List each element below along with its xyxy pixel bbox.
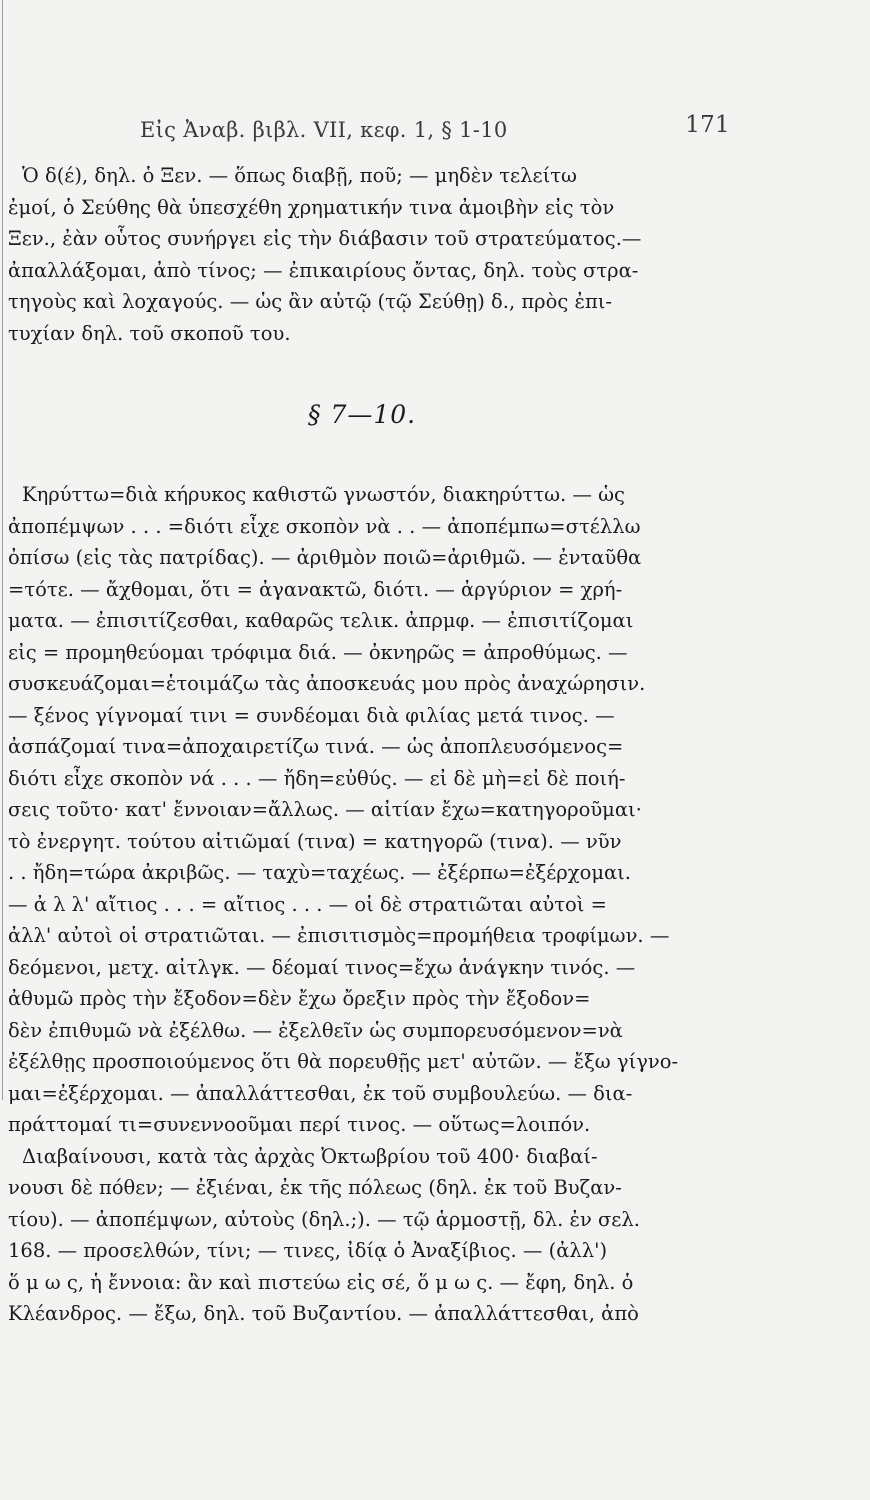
- text-line: τυχίαν δηλ. τοῦ σκοποῦ του.: [8, 321, 291, 345]
- text-line: — ἀ λ λ' αἴτιος . . . = αἴτιος . . . — οἱ δὲ στρατιῶται αὐτοὶ =: [8, 892, 607, 916]
- text-line: ἀλλ' αὐτοὶ οἱ στρατιῶται. — ἐπισιτισμὸς=προμήθεια τροφίμων. —: [8, 924, 670, 947]
- text-line: ἐμοί, ὁ Σεύθης θὰ ὑπεσχέθη χρηματικήν τινα ἀμοιβὴν εἰς τὸν: [8, 195, 615, 219]
- text-line: ἀθυμῶ πρὸς τὴν ἔξοδον=δὲν ἔχω ὄρεξιν πρὸς τὴν ἔξοδον=: [8, 987, 591, 1010]
- text-line: τὸ ἐνεργητ. τούτου αἰτιῶμαί (τινα) = κατηγορῶ (τινα). — νῦν: [8, 829, 622, 853]
- text-line: νουσι δὲ πόθεν; — ἐξιέναι, ἐκ τῆς πόλεως (δηλ. ἐκ τοῦ Βυζαν-: [8, 1176, 622, 1199]
- text-line: διότι εἶχε σκοπὸν νά . . . — ἤδη=εὐθύς. — εἰ δὲ μὴ=εἰ δὲ ποιή-: [8, 766, 626, 790]
- paragraph-2: [8, 479, 760, 1330]
- text-line: Ὁ δ(έ), δηλ. ὁ Ξεν. — ὅπως διαβῇ, ποῦ; — μηδὲν τελείτω: [22, 164, 577, 187]
- text-line: Ξεν., ἐὰν οὗτος συνήργει εἰς τὴν διάβασιν τοῦ στρατεύματος.—: [8, 227, 642, 250]
- running-title: Εἰς Ἀναβ. βιβλ. VII, κεφ. 1, § 1-10: [140, 118, 508, 142]
- text-line: ἐξέλθῃς προσποιούμενος ὅτι θὰ πορευθῇς μετ' αὐτῶν. — ἔξω γίγνο-: [8, 1050, 679, 1073]
- text-line: — ξένος γίγνομαί τινι = συνδέομαι διὰ φιλίας μετά τινος. —: [8, 703, 615, 727]
- text-line: σεις τοῦτο· κατ' ἔννοιαν=ἄλλως. — αἰτίαν ἔχω=κατηγοροῦμαι·: [8, 798, 642, 821]
- text-line: 168. — προσελθών, τίνι; — τινες, ἰδίᾳ ὁ Ἀναξίβιος. — (ἀλλ'): [8, 1239, 608, 1262]
- text-line: ματα. — ἐπισιτίζεσθαι, καθαρῶς τελικ. ἀπρμφ. — ἐπισιτίζομαι: [8, 609, 634, 632]
- text-line: ἀσπάζομαί τινα=ἀποχαιρετίζω τινά. — ὡς ἀποπλευσόμενος=: [8, 735, 624, 758]
- page-number: 171: [685, 112, 730, 138]
- text-line: =τότε. — ἄχθομαι, ὅτι = ἀγανακτῶ, διότι. — ἀργύριον = χρή-: [8, 577, 623, 601]
- text-line: ὅ μ ω ς, ἡ ἔννοια: ἂν καὶ πιστεύω εἰς σέ, ὅ μ ω ς. — ἔφη, δηλ. ὁ: [8, 1270, 634, 1294]
- text-line: τίου). — ἀποπέμψων, αὐτοὺς (δηλ.;). — τῷ ἁρμοστῇ, δλ. ἐν σελ.: [8, 1207, 640, 1231]
- text-line: . . ἤδη=τώρα ἀκριβῶς. — ταχὺ=ταχέως. — ἐξέρπω=ἐξέρχομαι.: [8, 861, 632, 884]
- text-line: μαι=ἐξέρχομαι. — ἀπαλλάττεσθαι, ἐκ τοῦ συμβουλεύω. — δια-: [8, 1081, 633, 1105]
- paragraph-1: [8, 160, 760, 349]
- text-line: Κλέανδρος. — ἔξω, δηλ. τοῦ Βυζαντίου. — ἀπαλλάττεσθαι, ἀπὸ: [8, 1302, 639, 1325]
- page-header: [140, 112, 730, 154]
- section-heading: § 7—10.: [308, 400, 417, 429]
- text-line: ὀπίσω (εἰς τὰς πατρίδας). — ἀριθμὸν ποιῶ=ἀριθμῶ. — ἐνταῦθα: [8, 546, 642, 569]
- text-line: Κηρύττω=διὰ κήρυκος καθιστῶ γνωστόν, διακηρύττω. — ὡς: [22, 483, 625, 506]
- text-line: εἰς = προμηθεύομαι τρόφιμα διά. — ὀκνηρῶς = ἀπροθύμως. —: [8, 640, 628, 664]
- page-body: [8, 160, 760, 1330]
- text-line: δὲν ἐπιθυμῶ νὰ ἐξέλθω. — ἐξελθεῖν ὡς συμπορευσόμενον=νὰ: [8, 1018, 623, 1042]
- text-line: ἀπαλλάξομαι, ἀπὸ τίνος; — ἐπικαιρίους ὄντας, δηλ. τοὺς στρα-: [8, 258, 639, 282]
- text-line: συσκευάζομαι=ἑτοιμάζω τὰς ἀποσκευάς μου πρὸς ἀναχώρησιν.: [8, 672, 646, 695]
- text-line: ἀποπέμψων . . . =διότι εἶχε σκοπὸν νὰ . . — ἀποπέμπω=στέλλω: [8, 514, 641, 538]
- text-line: δεόμενοι, μετχ. αἰτλγκ. — δέομαί τινος=ἔχω ἀνάγκην τινός. —: [8, 955, 636, 979]
- text-line: τηγοὺς καὶ λοχαγούς. — ὡς ἂν αὐτῷ (τῷ Σεύθῃ) δ., πρὸς ἐπι-: [8, 290, 612, 313]
- page-edge-rule: [2, 0, 3, 1100]
- text-line: Διαβαίνουσι, κατὰ τὰς ἀρχὰς Ὀκτωβρίου τοῦ 400· διαβαί-: [22, 1144, 598, 1168]
- text-line: πράττομαί τι=συνεννοοῦμαι περί τινος. — οὕτως=λοιπόν.: [8, 1113, 591, 1136]
